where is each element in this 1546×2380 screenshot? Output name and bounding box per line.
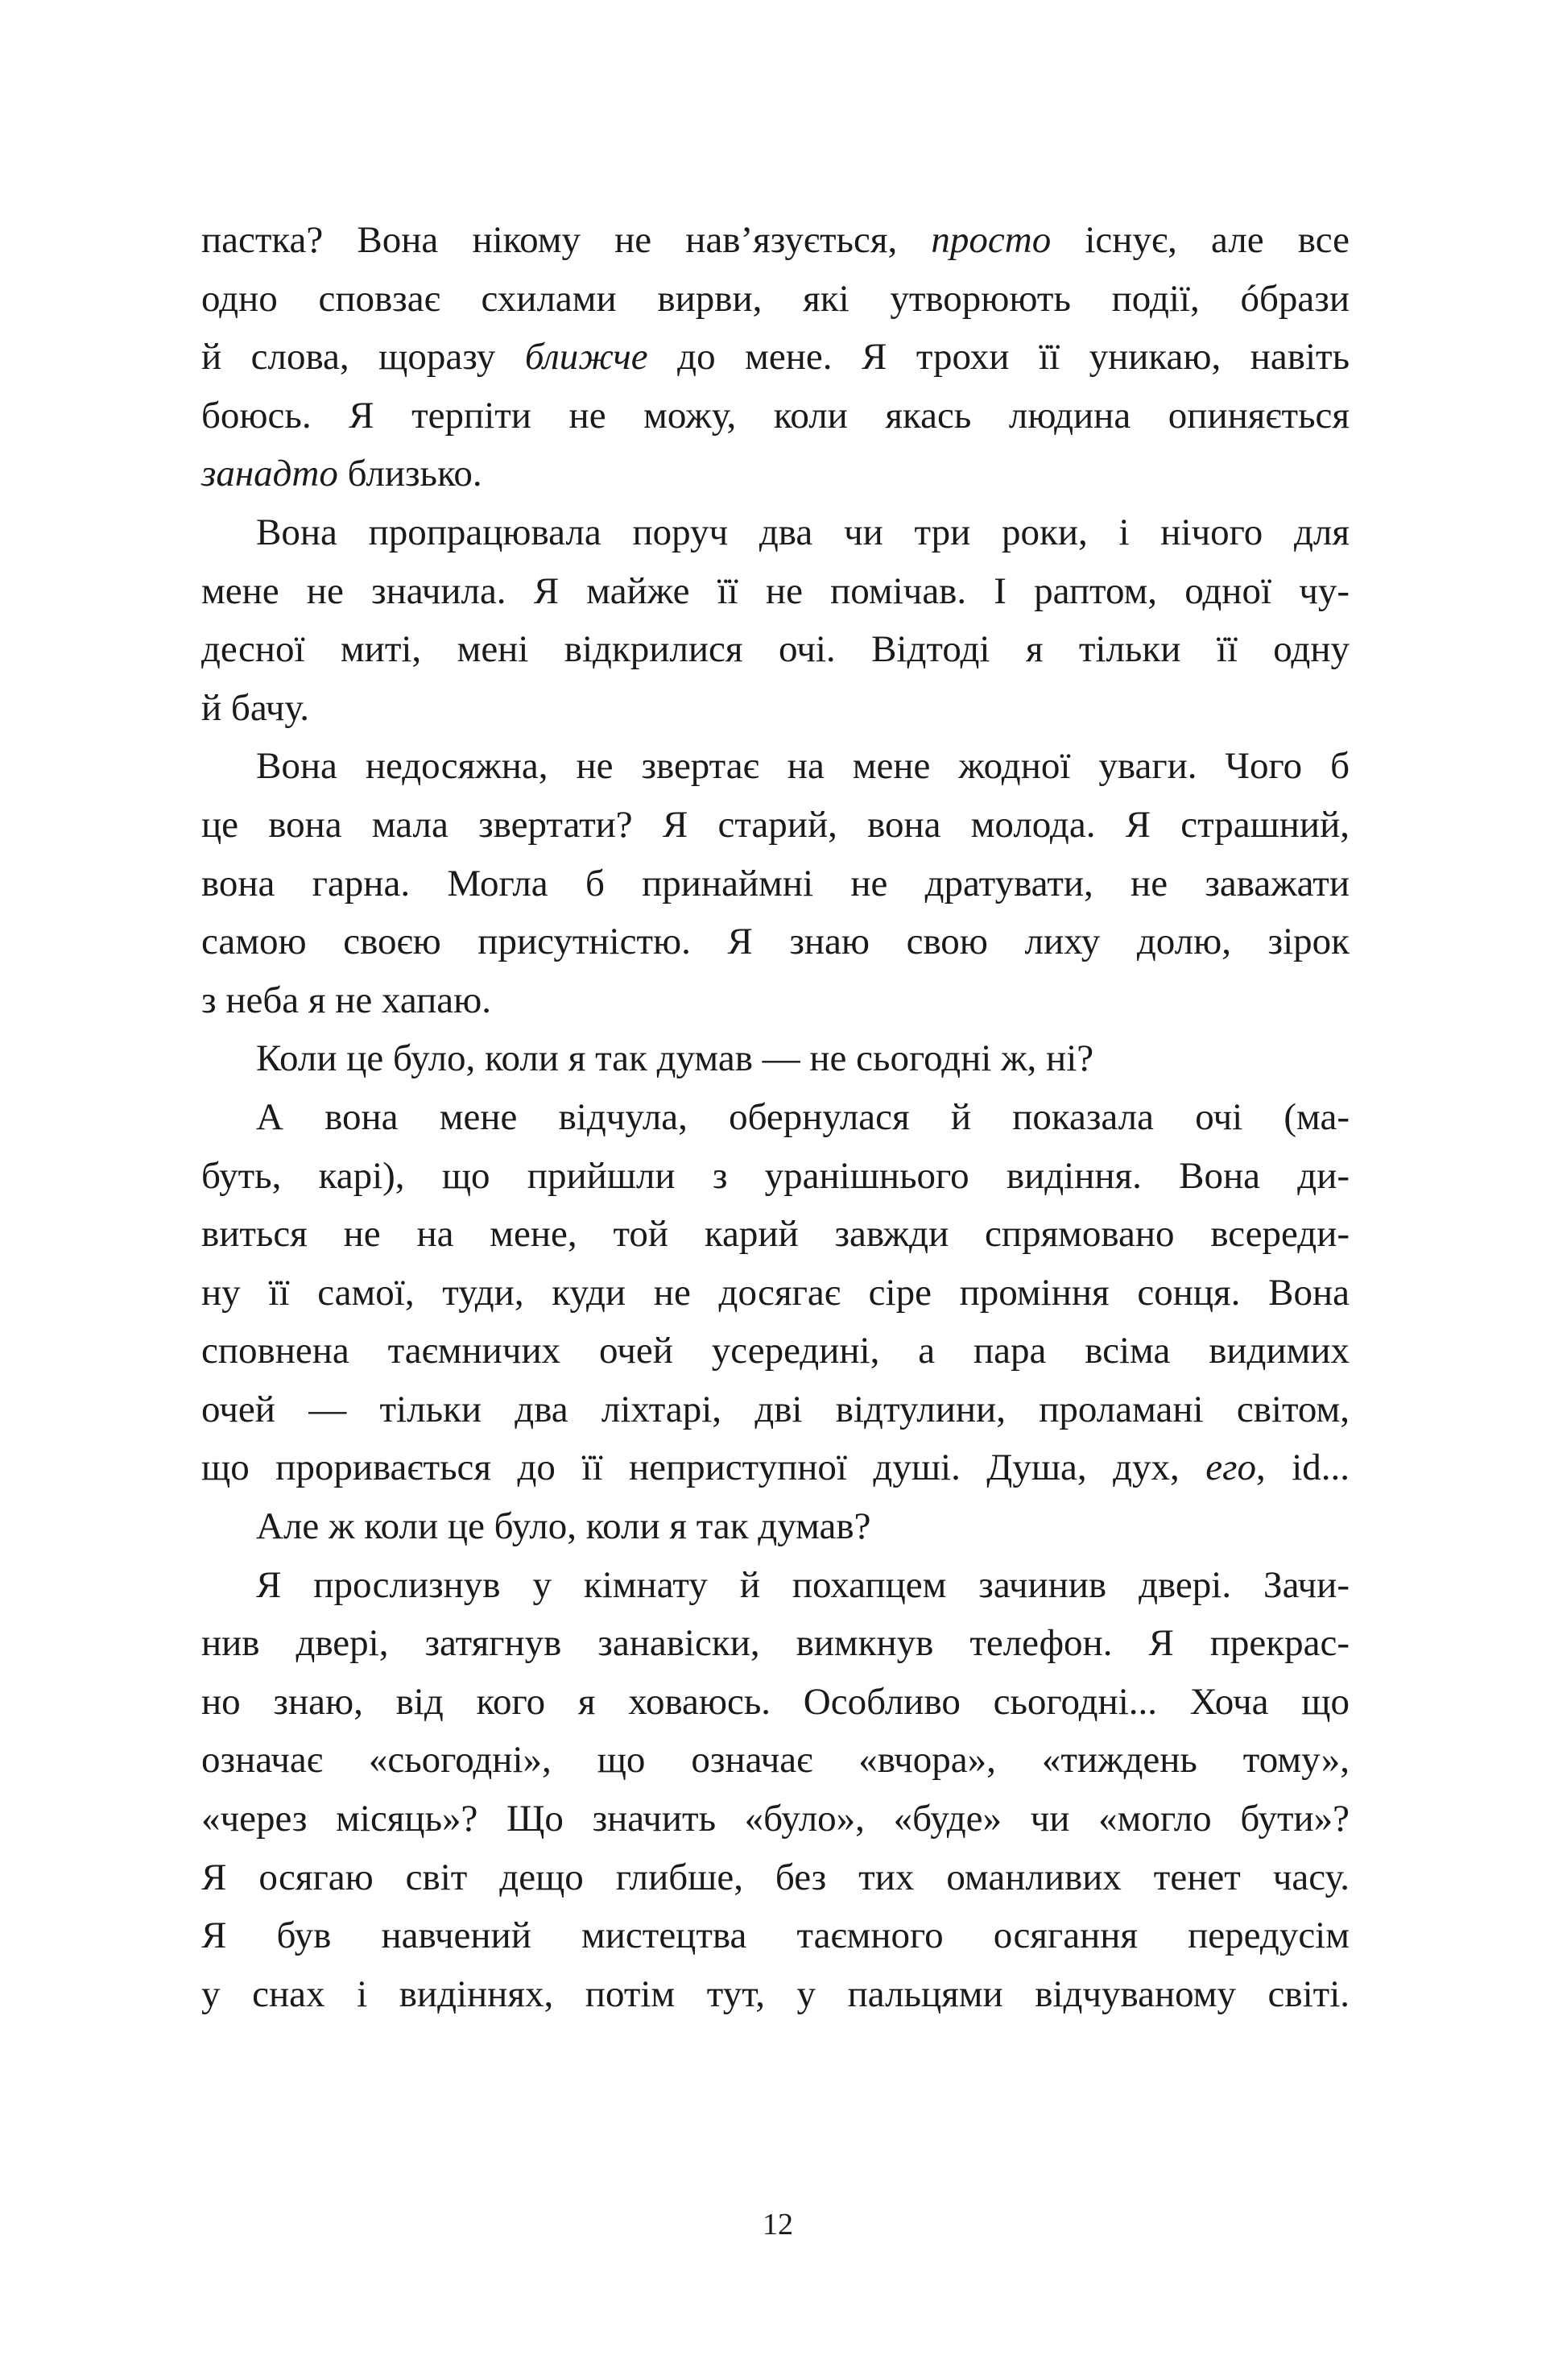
text-line — [201, 1906, 1350, 1965]
text-segment: ну її самої, туди, куди не досягає сіре проміння сонця. Вона — [201, 1271, 1350, 1314]
text-line — [201, 1790, 1350, 1848]
text-segment: сповнена таємничих очей усередині, а пара всіма видимих — [201, 1330, 1350, 1372]
text-line — [201, 971, 1350, 1030]
text-segment: десної миті, мені відкрилися очі. Відтоді я тільки її одну — [201, 628, 1350, 671]
text-segment: у снах і видіннях, потім тут, у пальцями відчуваному світі. — [201, 1972, 1350, 2015]
text-segment: боюсь. Я терпіти не можу, коли якась людина опиняється — [201, 394, 1350, 437]
text-segment: з неба я не хапаю. — [201, 979, 491, 1021]
text-line — [201, 796, 1350, 855]
text-line — [201, 1497, 1350, 1556]
text-segment: близько. — [337, 453, 482, 495]
text-segment: це вона мала звертати? Я старий, вона молода. Я страшний, — [201, 803, 1350, 846]
italic-text: занадто — [201, 453, 338, 495]
text-line — [201, 387, 1350, 445]
text-segment: що проривається до її неприступної душі. Душа, дух, — [201, 1447, 1206, 1489]
page-number: 12 — [763, 2208, 793, 2241]
text-segment: Я був навчений мистецтва таємного осягання передусім — [201, 1914, 1350, 1957]
text-line — [201, 328, 1350, 387]
text-segment: , id... — [1255, 1447, 1350, 1489]
text-segment: й бачу. — [201, 686, 309, 729]
text-segment: до мене. Я трохи її уникаю, навіть — [647, 336, 1350, 379]
text-line — [201, 679, 1350, 738]
text-segment: виться не на мене, той карий завжди спрямовано всереди- — [201, 1213, 1350, 1256]
text-line — [201, 1029, 1350, 1088]
text-line — [201, 737, 1350, 796]
text-line — [201, 1848, 1350, 1907]
text-line — [201, 270, 1350, 329]
text-line — [201, 1438, 1350, 1497]
text-line — [201, 1380, 1350, 1439]
text-line — [201, 1556, 1350, 1615]
text-segment: Вона пропрацювала поруч два чи три роки, і нічого для — [256, 511, 1350, 553]
text-line — [201, 1614, 1350, 1673]
text-segment: очей — тільки два ліхтарі, дві відтулини, проламані світом, — [201, 1388, 1350, 1430]
text-line — [201, 562, 1350, 621]
text-segment: Я прослизнув у кімнату й похапцем зачинив двері. Зачи- — [256, 1563, 1350, 1606]
text-segment: буть, карі), що прийшли з уранішнього видіння. Вона ди- — [201, 1154, 1350, 1197]
text-segment: означає «сьогодні», що означає «вчора», «тиждень тому», — [201, 1739, 1350, 1782]
text-line — [201, 913, 1350, 971]
italic-text: его — [1205, 1447, 1256, 1489]
text-line — [201, 620, 1350, 679]
body-text — [201, 211, 1350, 2023]
text-line — [201, 1673, 1350, 1732]
text-line — [201, 855, 1350, 913]
text-segment: нив двері, затягнув занавіски, вимкнув телефон. Я прекрас- — [201, 1622, 1350, 1665]
text-segment: А вона мене відчула, обернулася й показала очі (ма- — [256, 1095, 1350, 1138]
text-segment: «через місяць»? Що значить «було», «буде» чи «могло бути»? — [201, 1798, 1350, 1840]
text-line — [201, 1264, 1350, 1322]
text-line — [201, 445, 1350, 503]
text-line — [201, 1965, 1350, 2024]
text-segment: одно сповзає схилами вирви, які утворюють події, óбрази — [201, 277, 1350, 320]
text-line — [201, 211, 1350, 270]
text-segment: мене не значила. Я майже її не помічав. І раптом, одної чу- — [201, 569, 1350, 612]
italic-text: просто — [931, 219, 1052, 261]
text-segment: Вона недосяжна, не звертає на мене жодної уваги. Чого б — [256, 745, 1350, 788]
text-segment: Але ж коли це було, коли я так думав? — [256, 1505, 871, 1548]
text-segment: й слова, щоразу — [201, 336, 525, 379]
text-line — [201, 1088, 1350, 1147]
italic-text: ближче — [524, 336, 648, 379]
text-line — [201, 503, 1350, 562]
text-segment: існує, але все — [1051, 219, 1350, 261]
text-line — [201, 1205, 1350, 1264]
text-line — [201, 1731, 1350, 1790]
text-segment: вона гарна. Могла б принаймні не дратувати, не заважати — [201, 862, 1350, 904]
text-segment: пастка? Вона нікому не нав’язується, — [201, 219, 932, 261]
text-segment: Я осягаю світ дещо глибше, без тих оманливих тенет часу. — [201, 1856, 1350, 1898]
text-segment: Коли це було, коли я так думав — не сьогодні ж, ні? — [256, 1037, 1094, 1080]
text-line — [201, 1322, 1350, 1380]
text-segment: самою своєю присутністю. Я знаю свою лиху долю, зірок — [201, 921, 1350, 963]
text-segment: но знаю, від кого я ховаюсь. Особливо сьогодні... Хоча що — [201, 1680, 1350, 1723]
text-line — [201, 1147, 1350, 1206]
